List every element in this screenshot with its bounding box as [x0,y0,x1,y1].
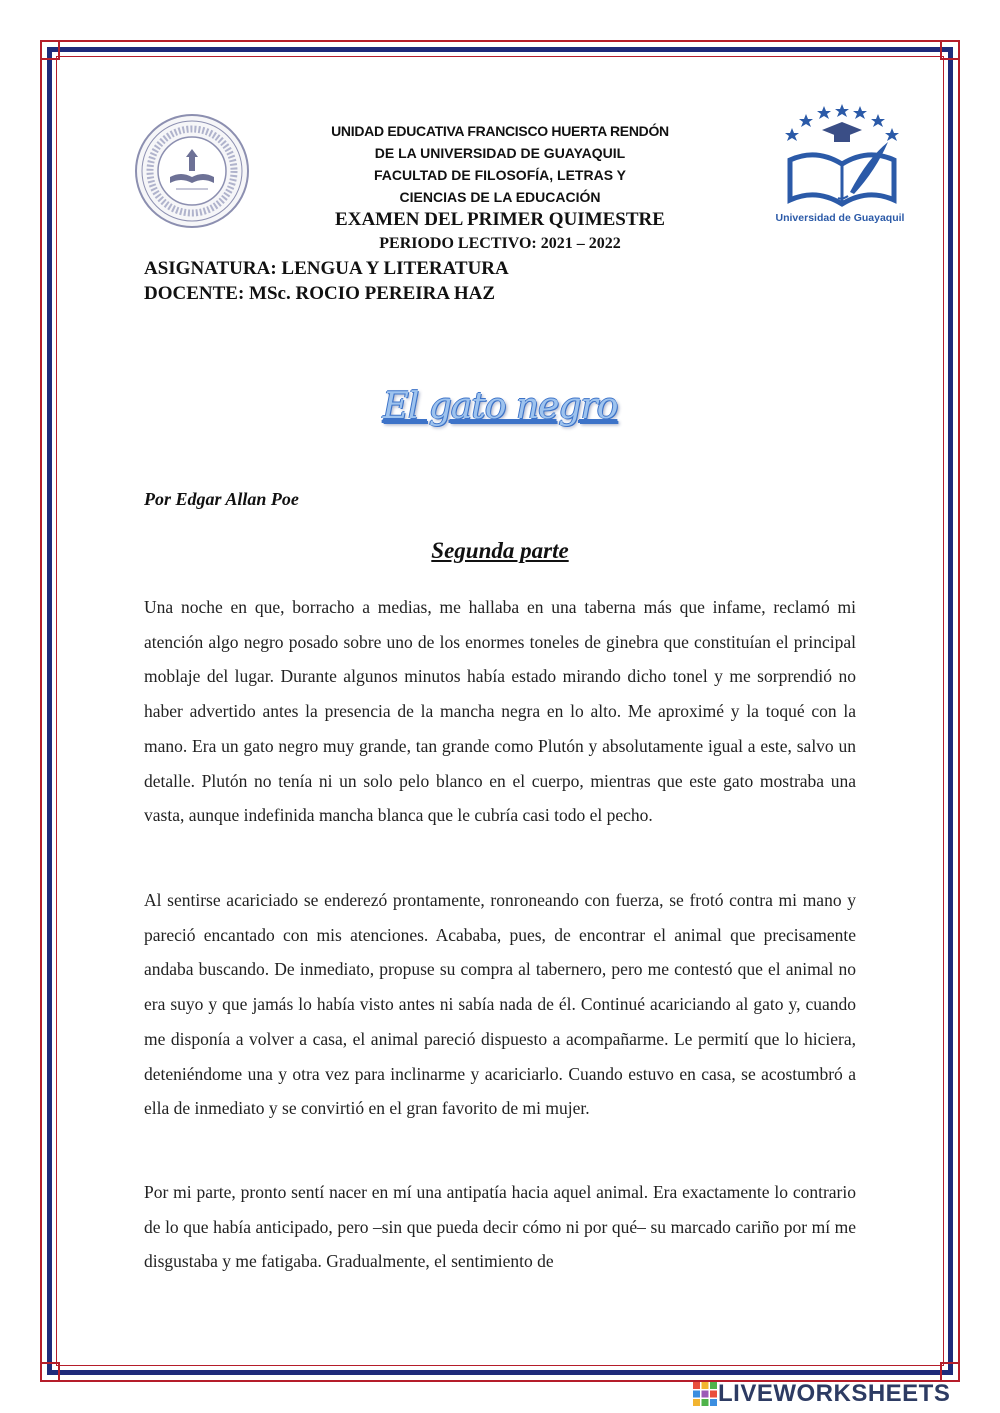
liveworksheets-brand [692,1378,950,1410]
story-paragraph: Al sentirse acariciado se enderezó prontamente, ronroneando con fuerza, se frotó contra mi mano y pareció encantado con mis atenciones. Acababa, pues, de encontrar el animal que precisamente andaba buscando. De inmediato, propuse su compra al tabernero, pero me contestó que el animal no era suyo y que jamás lo había visto antes ni sabía nada de él. Continué acariciando al gato y, cuando me disponía a volver a casa, el animal pareció dispuesto a acompañarme. Le permití que lo hiciera, deteniéndome una y otra vez para inclinarme y acariciarlo. Cuando estuvo en casa, se acostumbró a ella de inmediato y se convirtió en el gran favorito de mi mujer. [144,890,856,1119]
faculty-name-line1: FACULTAD DE FILOSOFÍA, LETRAS Y [374,167,626,183]
story-paragraph: Una noche en que, borracho a medias, me hallaba en una taberna más que infame, reclamó mi atención algo negro posado sobre uno de los enormes toneles de ginebra que constituían el principal moblaje del lugar. Durante algunos minutos había estado mirando dicho tonel y me sorprendió no haber advertido antes la presencia de la mancha negra en lo alto. Me aproximé y la toqué con la mano. Era un gato negro muy grande, tan grande como Plutón y absolutamente igual a este, salvo un detalle. Plutón no tenía ni un solo pelo blanco en el cuerpo, mientras que este gato mostraba una vasta, aunque indefinida mancha blanca que le cubría casi todo el pecho. [144,597,856,826]
university-name: DE LA UNIVERSIDAD DE GUAYAQUIL [374,145,626,161]
liveworksheets-logo-icon [692,1381,718,1407]
corner-ornament [40,40,60,60]
teacher-label: DOCENTE: MSc. ROCIO PEREIRA HAZ [144,283,495,304]
story-title: El gato negro [382,386,618,427]
school-name: UNIDAD EDUCATIVA FRANCISCO HUERTA RENDÓN [331,123,669,139]
exam-title: EXAMEN DEL PRIMER QUIMESTRE [335,209,665,230]
faculty-name-line2: CIENCIAS DE LA EDUCACIÓN [399,189,601,205]
corner-ornament [940,40,960,60]
story-author: Por Edgar Allan Poe [144,489,299,509]
story-part-heading: Segunda parte [431,538,569,563]
corner-ornament [40,1362,60,1382]
school-period: PERIODO LECTIVO: 2021 – 2022 [379,235,621,252]
university-logo-label: Universidad de Guayaquil [775,212,905,224]
story-paragraph: Por mi parte, pronto sentí nacer en mí una antipatía hacia aquel animal. Era exactamente lo contrario de lo que había anticipado, pero –sin que pueda decir cómo ni por qué– su marcado cariño por mí me disgustaba y me fatigaba. Gradualmente, el sentimiento de [144,1182,856,1272]
subject-label: ASIGNATURA: LENGUA Y LITERATURA [144,258,509,279]
liveworksheets-wordmark: LIVEWORKSHEETS [718,1380,951,1407]
